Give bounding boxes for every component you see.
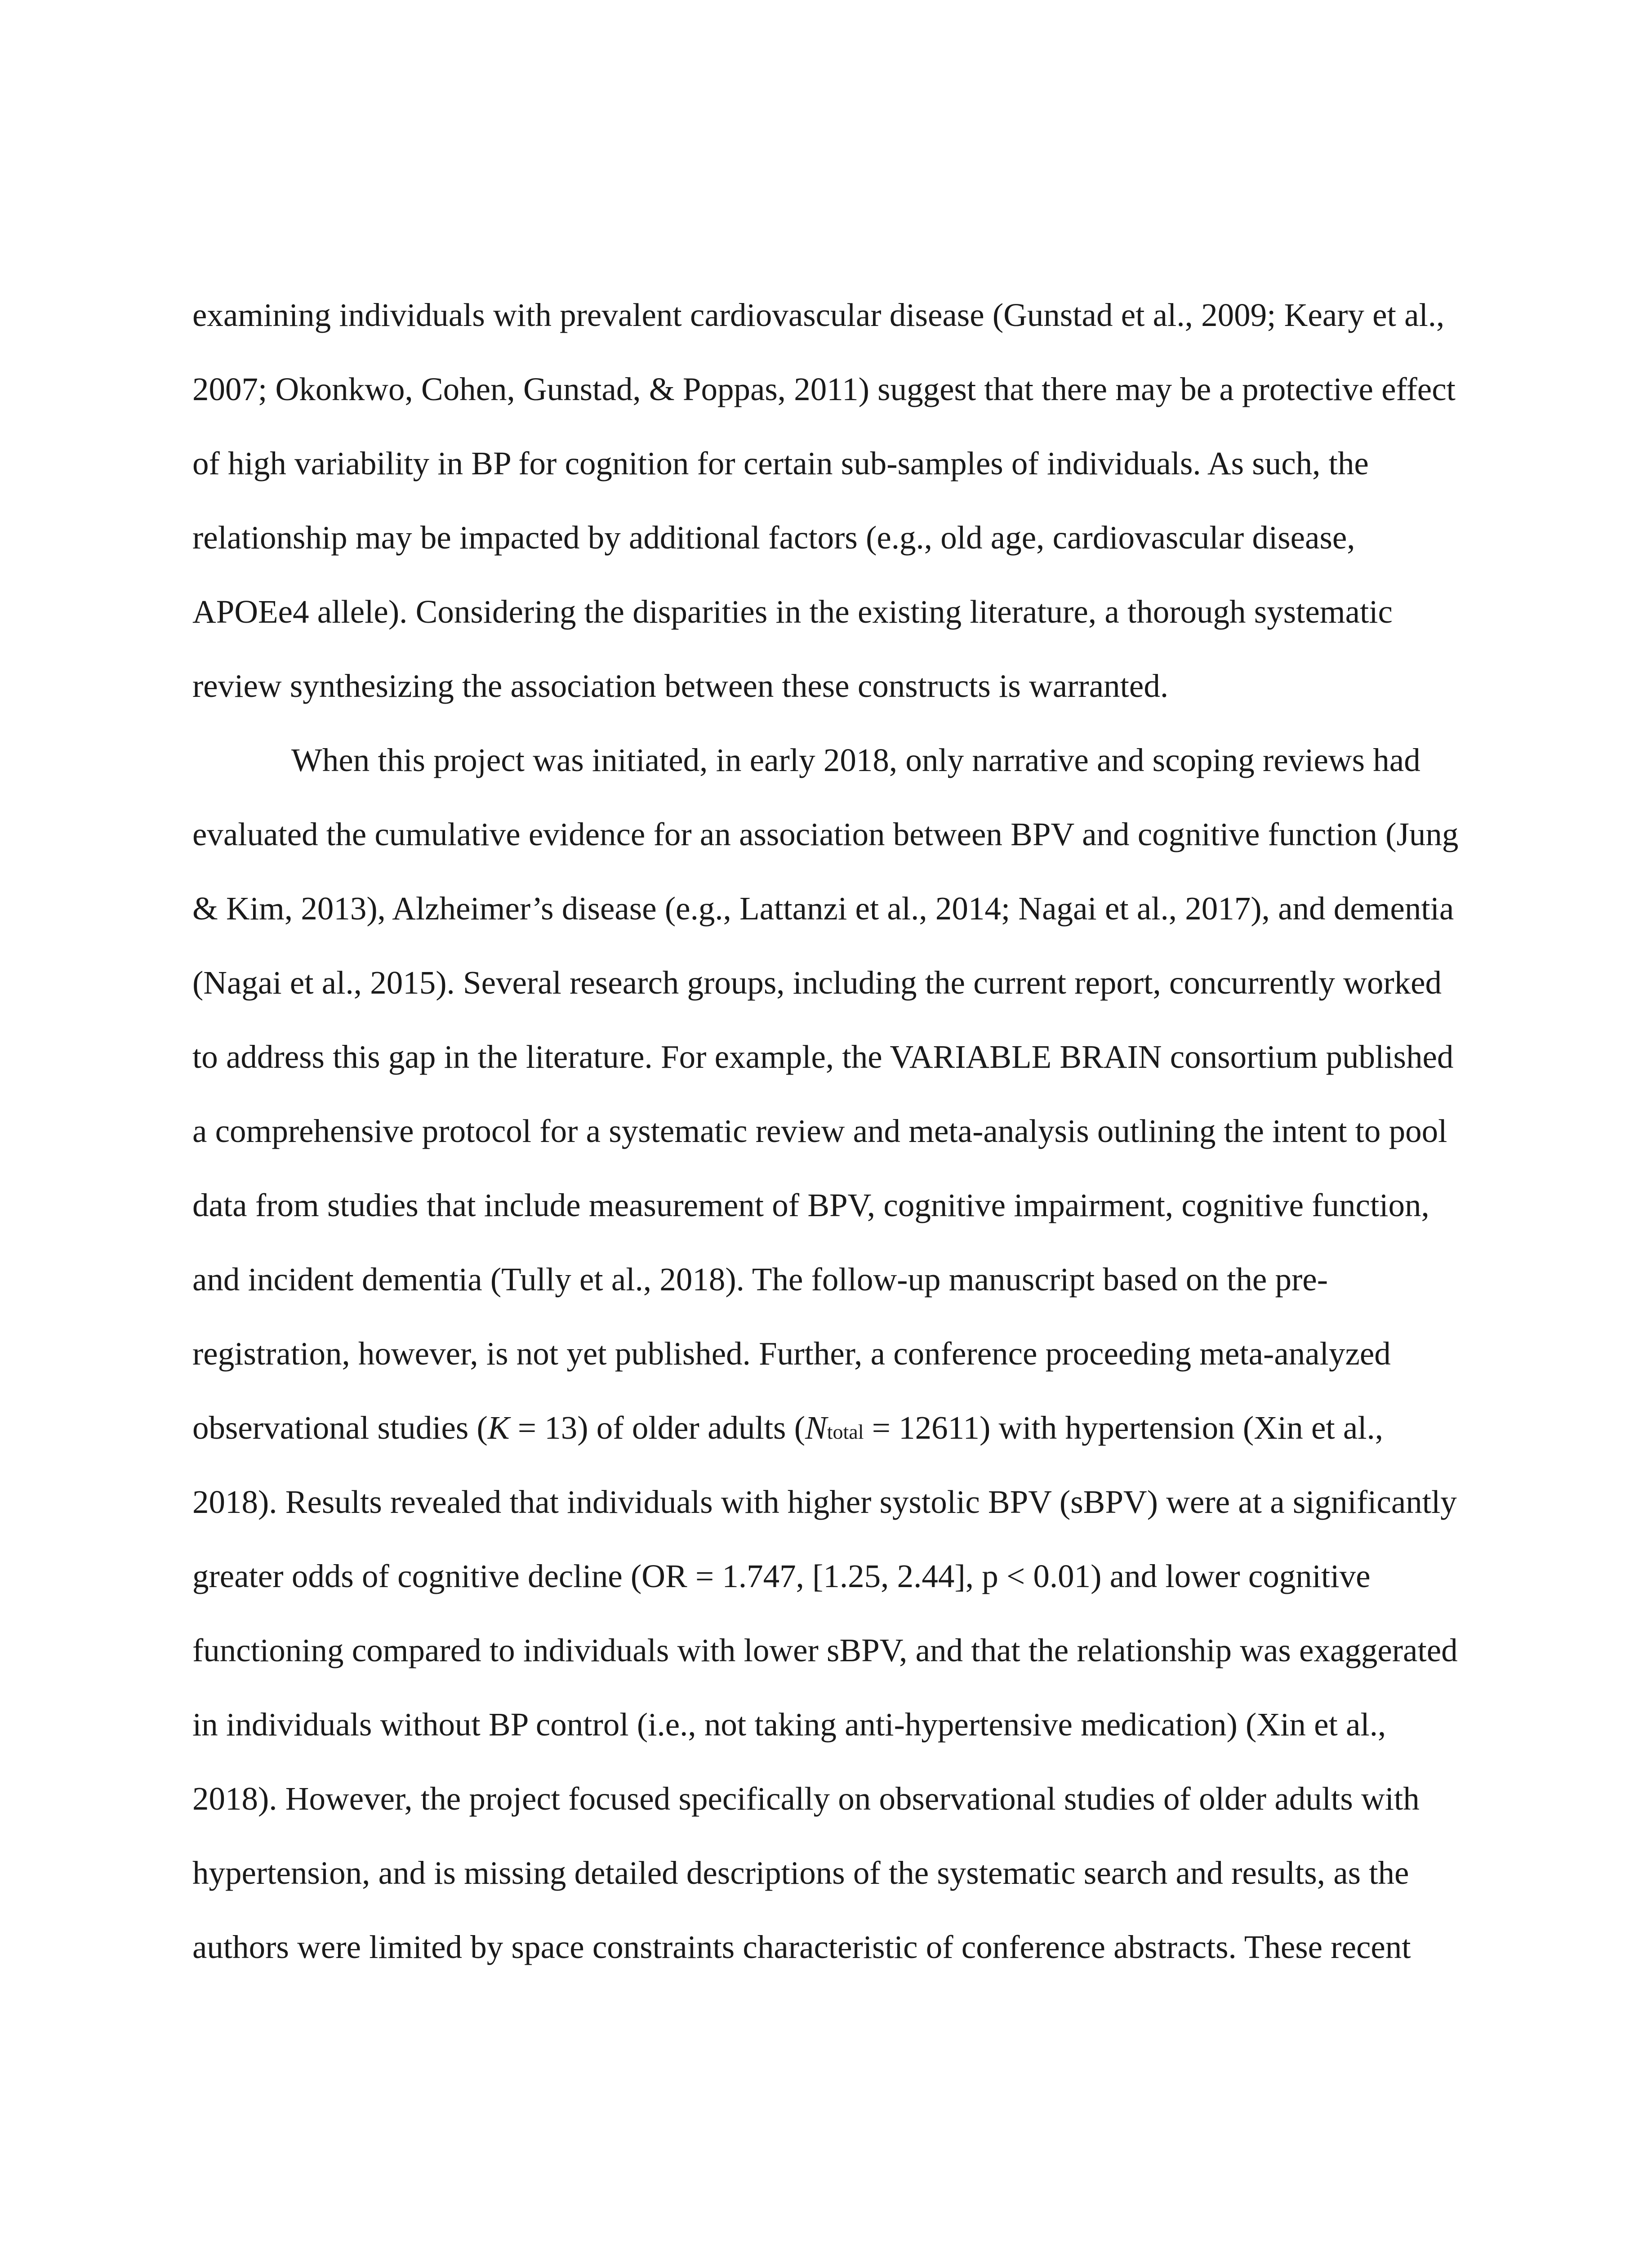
text-line: hypertension, and is missing detailed descriptions of the systematic search and results, as the [192,1855,1409,1891]
text-segment: = 13) of older adults ( [509,1409,806,1446]
text-line: evaluated the cumulative evidence for an association between BPV and cognitive function (Jung [192,816,1459,852]
text-line: relationship may be impacted by additional factors (e.g., old age, cardiovascular disease, [192,519,1355,556]
text-line-with-statistics [192,1391,1442,1465]
text-line: to address this gap in the literature. For example, the VARIABLE BRAIN consortium published [192,1039,1454,1075]
text-line: 2018). Results revealed that individuals with higher systolic BPV (sBPV) were at a significantly [192,1484,1457,1520]
text-line: (Nagai et al., 2015). Several research groups, including the current report, concurrently worked [192,964,1442,1001]
text-line: APOEe4 allele). Considering the disparities in the existing literature, a thorough systematic [192,593,1393,630]
text-line: data from studies that include measurement of BPV, cognitive impairment, cognitive function, [192,1187,1429,1223]
text-line: functioning compared to individuals with lower sBPV, and that the relationship was exaggerated [192,1632,1458,1668]
text-line: greater odds of cognitive decline (OR = 1.747, [1.25, 2.44], p < 0.01) and lower cognitive [192,1558,1371,1594]
text-line: of high variability in BP for cognition for certain sub-samples of individuals. As such, the [192,445,1369,482]
n-symbol: N [805,1409,827,1446]
n-subscript: total [827,1420,864,1443]
text-segment: observational studies ( [192,1409,488,1446]
k-symbol: K [487,1409,510,1446]
text-line: in individuals without BP control (i.e., not taking anti-hypertensive medication) (Xin et al., [192,1706,1386,1743]
text-line: 2007; Okonkwo, Cohen, Gunstad, & Poppas, 2011) suggest that there may be a protective effect [192,371,1456,407]
text-line: & Kim, 2013), Alzheimer’s disease (e.g., Lattanzi et al., 2014; Nagai et al., 2017), and dementia [192,890,1454,927]
text-line: registration, however, is not yet published. Further, a conference proceeding meta-analyzed [192,1335,1391,1372]
text-line: 2018). However, the project focused specifically on observational studies of older adults with [192,1780,1420,1817]
paragraph-continued [192,278,1456,723]
text-line: examining individuals with prevalent cardiovascular disease (Gunstad et al., 2009; Keary et al., [192,297,1445,333]
text-line-indented: When this project was initiated, in early 2018, only narrative and scoping reviews had [291,742,1420,778]
text-segment: = 12611) with hypertension (Xin et al., [864,1409,1384,1446]
text-line: and incident dementia (Tully et al., 2018). The follow-up manuscript based on the pre- [192,1261,1328,1298]
body-text [192,278,1459,1984]
text-line: a comprehensive protocol for a systematic review and meta-analysis outlining the intent to pool [192,1113,1447,1149]
text-line: authors were limited by space constraints characteristic of conference abstracts. These recent [192,1929,1411,1965]
text-line: review synthesizing the association between these constructs is warranted. [192,668,1169,704]
paragraph-project-initiation [192,723,1459,1984]
